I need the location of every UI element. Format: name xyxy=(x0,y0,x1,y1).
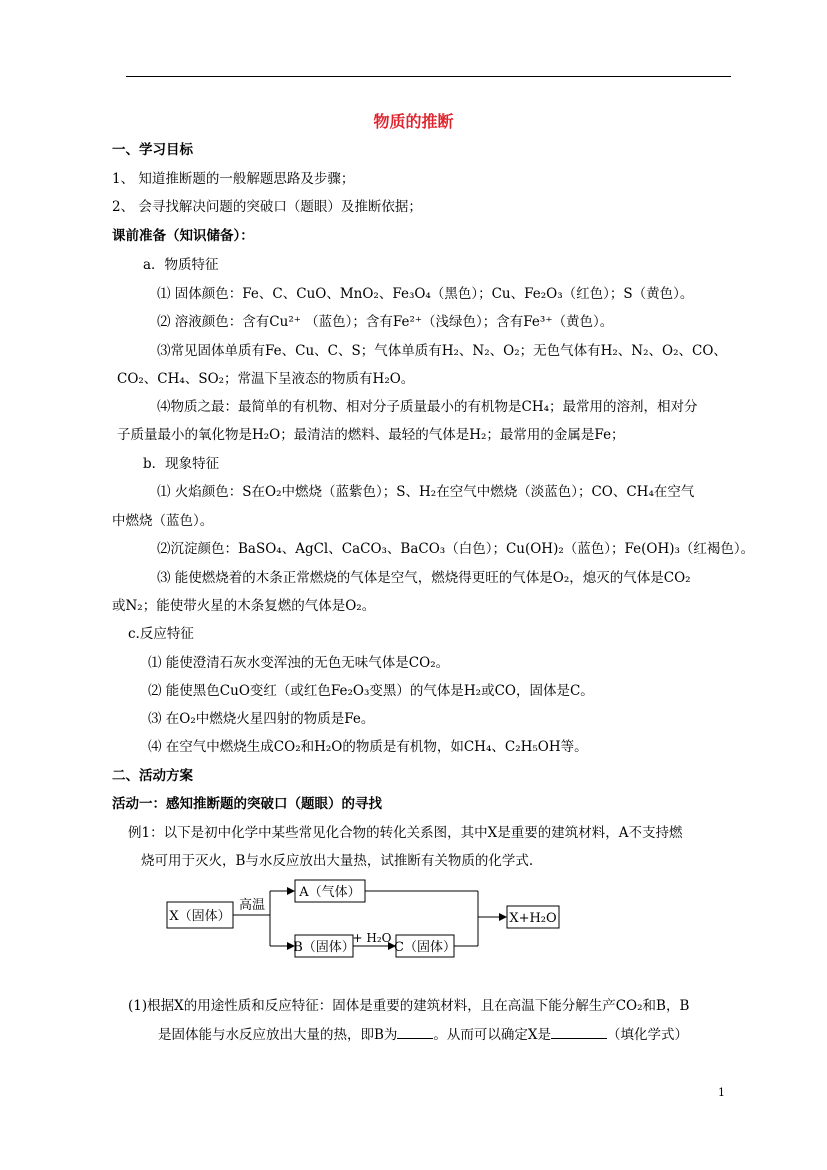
prep-line: ⑷ 在空气中燃烧生成CO₂和H₂O的物质是有机物，如CH₄、C₂H₅OH等。 xyxy=(148,739,588,755)
answer-blank-b[interactable] xyxy=(397,1024,433,1039)
prep-line: ⑴ 火焰颜色：S在O₂中燃烧（蓝紫色）；S、H₂在空气中燃烧（淡蓝色）；CO、CH₄在空气 xyxy=(157,484,695,500)
prep-line: ⑵ 溶液颜色：含有Cu²⁺ （蓝色）；含有Fe²⁺（浅绿色）；含有Fe³⁺（黄色）。 xyxy=(157,314,614,330)
water-label: + H₂O xyxy=(352,931,392,945)
prep-line: ⑴ 能使澄清石灰水变浑浊的无色无味气体是CO₂。 xyxy=(148,655,450,671)
high-temp-label: 高温 xyxy=(238,898,266,913)
conversion-diagram xyxy=(160,878,580,968)
question-text-part: （填化学式） xyxy=(607,1027,689,1043)
subsection-heading-a: a．物质特征 xyxy=(143,257,219,273)
example-text: 例1：以下是初中化学中某些常见化合物的转化关系图，其中X是重要的建筑材料，A不支持燃 xyxy=(128,825,683,841)
prep-line: 子质量最小的氧化物是H₂O；最清洁的燃料、最轻的气体是H₂；最常用的金属是Fe； xyxy=(117,427,625,443)
prep-line: 或N₂；能使带火星的木条复燃的气体是O₂。 xyxy=(112,598,376,614)
prep-line: ⑵ 能使黑色CuO变红（或红色Fe₂O₃变黑）的气体是H₂或CO，固体是C。 xyxy=(148,683,594,699)
box-c-label: C（固体） xyxy=(394,940,456,955)
goal-item: 1、 知道推断题的一般解题思路及步骤； xyxy=(112,171,355,187)
prep-line: ⑶ 能使燃烧着的木条正常燃烧的气体是空气，燃烧得更旺的气体是O₂，熄灭的气体是CO₂ xyxy=(157,570,691,586)
prep-line: ⑵沉淀颜色：BaSO₄、AgCl、CaCO₃、BaCO₃（白色）；Cu(OH)₂（蓝色）；Fe(OH)₃（红褐色）。 xyxy=(157,541,755,557)
prep-line: ⑶常见固体单质有Fe、Cu、C、S；气体单质有H₂、N₂、O₂；无色气体有H₂、N₂、O₂、CO、 xyxy=(157,343,727,359)
goal-item: 2、 会寻找解决问题的突破口（题眼）及推断依据； xyxy=(112,199,422,215)
box-b-label: B（固体） xyxy=(293,940,355,955)
prep-line: ⑴ 固体颜色：Fe、C、CuO、MnO₂、Fe₃O₄（黑色）；Cu、Fe₂O₃（红色）；S（黄色）。 xyxy=(157,286,694,302)
question-text: (1)根据X的用途性质和反应特征：固体是重要的建筑材料，且在高温下能分解生产CO₂和B，B xyxy=(128,998,690,1014)
box-product-label: X+H₂O xyxy=(509,911,557,926)
subsection-heading-b: b．现象特征 xyxy=(143,456,220,472)
prep-line: ⑶ 在O₂中燃烧火星四射的物质是Fe。 xyxy=(148,711,375,727)
prep-heading: 课前准备（知识储备）： xyxy=(112,228,254,244)
section-heading-activities: 二、活动方案 xyxy=(112,768,193,784)
question-text-part: 。从而可以确定X是 xyxy=(433,1027,552,1043)
page-title: 物质的推断 xyxy=(373,112,454,131)
activity-heading: 活动一：感知推断题的突破口（题眼）的寻找 xyxy=(112,796,382,812)
question-text-part: 是固体能与水反应放出大量的热，即B为 xyxy=(158,1027,398,1043)
box-x-label: X（固体） xyxy=(169,909,231,924)
prep-line: 中燃烧（蓝色）。 xyxy=(112,513,214,529)
prep-line: CO₂、CH₄、SO₂；常温下呈液态的物质有H₂O。 xyxy=(117,371,415,387)
example-text: 烧可用于灭火，B与水反应放出大量热，试推断有关物质的化学式. xyxy=(141,853,534,869)
subsection-heading-c: c.反应特征 xyxy=(128,626,194,642)
box-a-label: A（气体） xyxy=(299,885,361,900)
answer-blank-x[interactable] xyxy=(551,1024,607,1039)
question-text xyxy=(158,1024,688,1045)
prep-line: ⑷物质之最：最简单的有机物、相对分子质量最小的有机物是CH₄；最常用的溶剂，相对分 xyxy=(157,399,698,415)
section-heading-goals: 一、学习目标 xyxy=(112,142,193,158)
page-number: 1 xyxy=(718,1086,725,1099)
header-rule xyxy=(126,76,731,77)
